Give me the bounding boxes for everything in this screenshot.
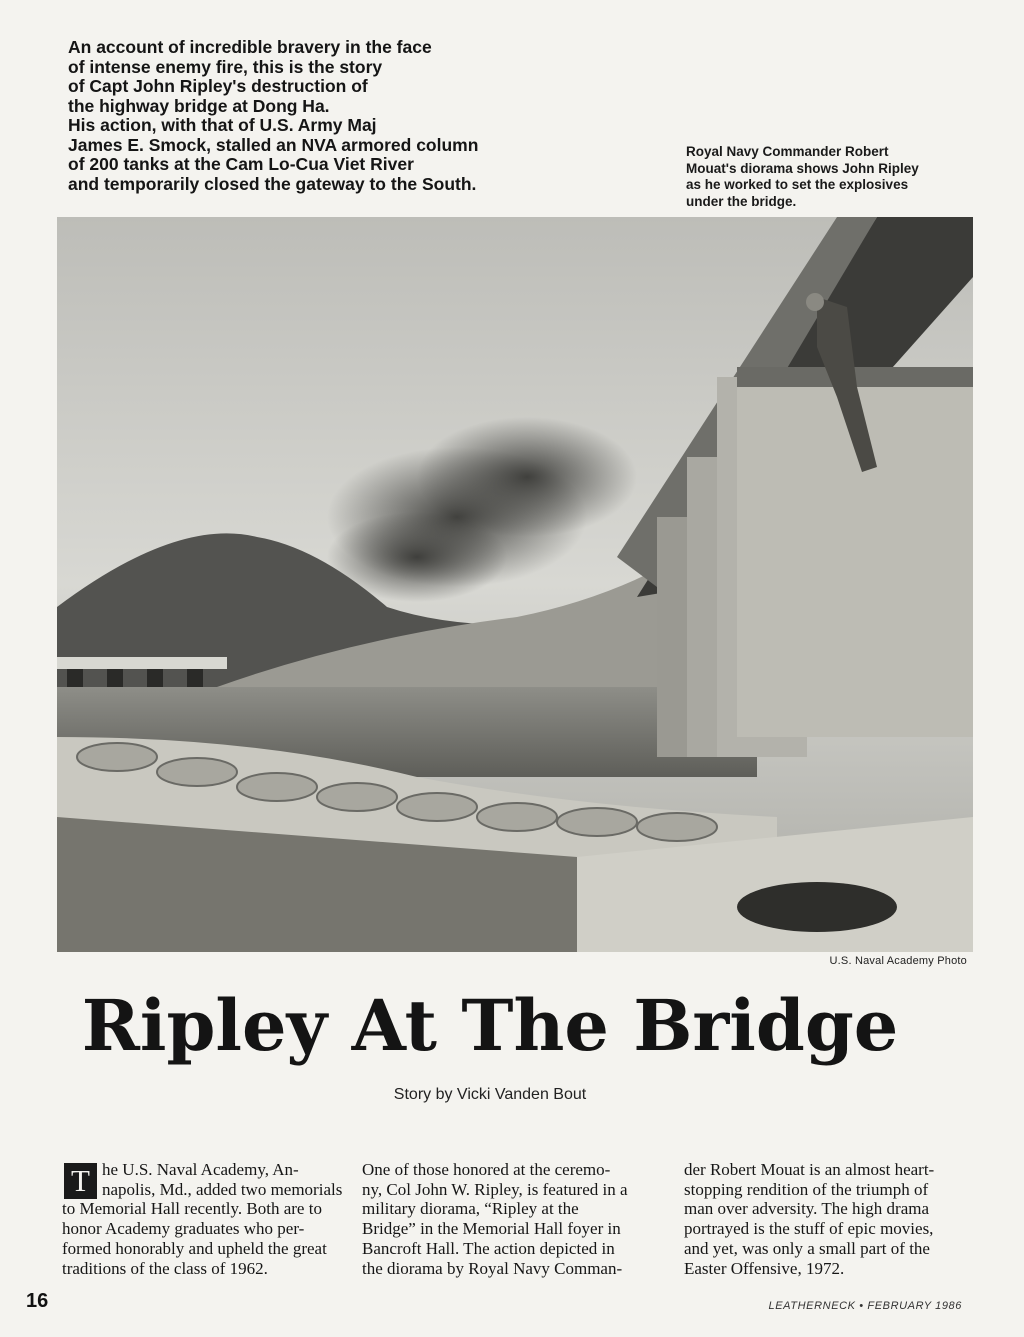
article-line: and yet, was only a small part of the <box>684 1238 930 1258</box>
article-line: Easter Offensive, 1972. <box>684 1258 845 1278</box>
page-number: 16 <box>26 1290 49 1312</box>
article-line: honor Academy graduates who per- <box>62 1219 305 1239</box>
article-line: ny, Col John W. Ripley, is featured in a <box>362 1179 628 1199</box>
article-line: portrayed is the stuff of epic movies, <box>684 1219 934 1239</box>
caption-line: Royal Navy Commander Robert <box>686 144 889 159</box>
intro-line: and temporarily closed the gateway to the South. <box>68 173 477 194</box>
byline: Story by Vicki Vanden Bout <box>393 1086 587 1103</box>
photo-credit: U.S. Naval Academy Photo <box>829 955 967 967</box>
intro-line: His action, with that of U.S. Army Maj <box>68 115 377 135</box>
intro-text <box>68 38 548 194</box>
diorama-photo <box>57 217 973 952</box>
article-column-2 <box>362 1160 650 1278</box>
article-line: formed honorably and upheld the great <box>62 1238 327 1258</box>
article-line: to Memorial Hall recently. Both are to <box>62 1199 322 1219</box>
intro-line: of intense enemy fire, this is the story <box>68 56 383 77</box>
article-line: the diorama by Royal Navy Comman- <box>362 1258 623 1278</box>
photo-caption <box>686 144 968 210</box>
article-line: he U.S. Naval Academy, An- <box>102 1160 299 1179</box>
running-footer: LEATHERNECK • FEBRUARY 1986 <box>768 1300 962 1312</box>
article-line: man over adversity. The high drama <box>684 1199 930 1219</box>
article-column-1 <box>62 1160 350 1278</box>
caption-line: under the bridge. <box>686 193 797 209</box>
article-line: napolis, Md., added two memorials <box>102 1179 343 1199</box>
drop-cap: T <box>64 1163 97 1199</box>
intro-line: James E. Smock, stalled an NVA armored column <box>68 134 479 155</box>
intro-line: An account of incredible bravery in the face <box>68 37 432 57</box>
article-column-3 <box>684 1160 972 1278</box>
article-headline: Ripley At The Bridge <box>81 984 899 1067</box>
article-line: der Robert Mouat is an almost heart- <box>684 1160 935 1179</box>
caption-line: Mouat's diorama shows John Ripley <box>686 160 919 176</box>
caption-line: as he worked to set the explosives <box>686 177 909 192</box>
intro-line: the highway bridge at Dong Ha. <box>68 95 330 116</box>
intro-line: of Capt John Ripley's destruction of <box>68 76 368 96</box>
article-line: military diorama, “Ripley at the <box>362 1199 579 1219</box>
article-line: Bridge” in the Memorial Hall foyer in <box>362 1219 621 1239</box>
article-line: traditions of the class of 1962. <box>62 1258 268 1278</box>
intro-line: of 200 tanks at the Cam Lo-Cua Viet River <box>68 154 414 174</box>
article-line: stopping rendition of the triumph of <box>684 1179 929 1199</box>
article-line: Bancroft Hall. The action depicted in <box>362 1238 615 1258</box>
article-line: One of those honored at the ceremo- <box>362 1160 611 1179</box>
